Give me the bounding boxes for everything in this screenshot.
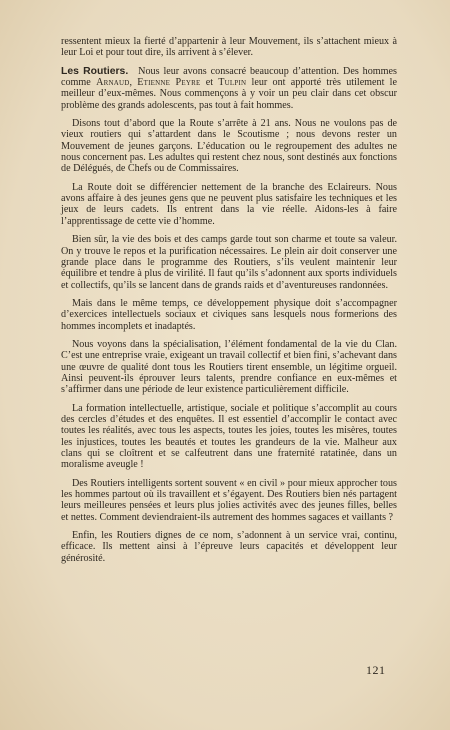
paragraph-6: Nous voyons dans la spécialisation, l’élément fondamental de la vie du Clan. C’est une entreprise vraie, exigeant un travail collectif et bien fini, s’achevant dans une œuvre de qualité dont tous les Routiers tirent ensemble, un légitime orgueil. Ainsi peuvent-ils éprouver leurs talents, prendre confiance en eux-mêmes et s’affirmer dans une période de leur existence particulièrement difficile. [61,338,397,396]
paragraph-3: La Route doit se différencier nettement de la branche des Eclaireurs. Nous avons affaire à des jeunes gens que ne peuvent plus satisfaire les techniques et les jeux de leurs cadets. Ils entrent dans la vie réelle. Aidons-les à faire l’apprentissage de cette vie d’homme. [61,181,397,227]
routiers-paragraph: Les Routiers. Nous leur avons consacré beaucoup d’attention. Des hommes comme Arnaud, Etienne Peyre et Tulpin leur ont apporté très utilement le meilleur d’eux-mêmes. Nous commençons à y voir un peu clair dans cet obscur problème des grands adolescents, pas tout à fait hommes. [61,65,397,111]
paragraph-4: Bien sûr, la vie des bois et des camps garde tout son charme et toute sa valeur. On y trouve le repos et la purification nécessaires. Le plein air doit conserver une grande place dans le programme des Routiers, s’ils veulent maintenir leur équilibre et tendre à plus de virilité. Il faut qu’ils s’adonnent aux sports individuels et collectifs, qu’ils se lancent dans de grands raids et d’aventureuses randonnées. [61,234,397,291]
paragraph-5: Mais dans le même temps, ce développement physique doit s’accompagner d’exercices intellectuels sociaux et civiques sans lesquels nous formerions des hommes incomplets et inadaptés. [61,297,397,332]
paragraph-7: La formation intellectuelle, artistique, sociale et politique s’accomplit au cours des cercles d’études et des enquêtes. Il est essentiel d’accomplir le contact avec toutes les réalités, avec tous les aspects, toutes les joies, toutes les misères, toutes les injustices, toutes les beautés et toutes les grandeurs de la vie. Malheur aux clans qui se cloîtrent et se calfeutrent dans une fraternité ratatinée, dans un moralisme aveugle ! [61,402,397,471]
name-tulpin: Tulpin [218,77,247,89]
name-etienne-peyre: Etienne Peyre [137,77,201,89]
paragraph-9: Enfin, les Routiers dignes de ce nom, s’adonnent à un service vrai, continu, efficace. Ils mettent ainsi à l’épreuve leurs capacités et développent leur générosité. [61,530,397,564]
intro-paragraph: ressentent mieux la fierté d’appartenir à leur Mouvement, ils s’attachent mieux à leur Loi et pour tout dire, ils arrivent à s’élever. [61,36,397,59]
paragraph-1-start: Nous leur avons consacré beaucoup d’attention. Des hommes comme [61,65,397,89]
section-title: Les Routiers. [61,65,129,77]
body-text [61,36,397,571]
paragraph-2: Disons tout d’abord que la Route s’arrête à 21 ans. Nous ne voulons pas de vieux routiers qui s’attardent dans le Scoutisme ; nous devons rester un Mouvement de jeunes garçons. L’éducation ou le regroupement des adultes ne nous concernent pas. Les adultes qui restent chez nous, sont destinés aux fonctions de Délégués, de Chefs ou de Commissaires. [61,118,397,175]
page-number: 121 [366,663,386,677]
paragraph-8: Des Routiers intelligents sortent souvent « en civil » pour mieux approcher tous les hommes partout où ils travaillent et s’égayent. Des Routiers bien nés partagent leurs meilleures pensées et leurs plus jolies activités avec des jeunes filles, belles et nettes. Comment deviendraient-ils autrement des hommes sagaces et vaillants ? [61,477,397,523]
paragraph-1-end: leur ont apporté très utilement le meilleur d’eux-mêmes. Nous commençons à y voir un peu clair dans cet obscur problème des grands adolescents, pas tout à fait hommes. [61,77,397,111]
name-arnaud: Arnaud [96,77,130,89]
